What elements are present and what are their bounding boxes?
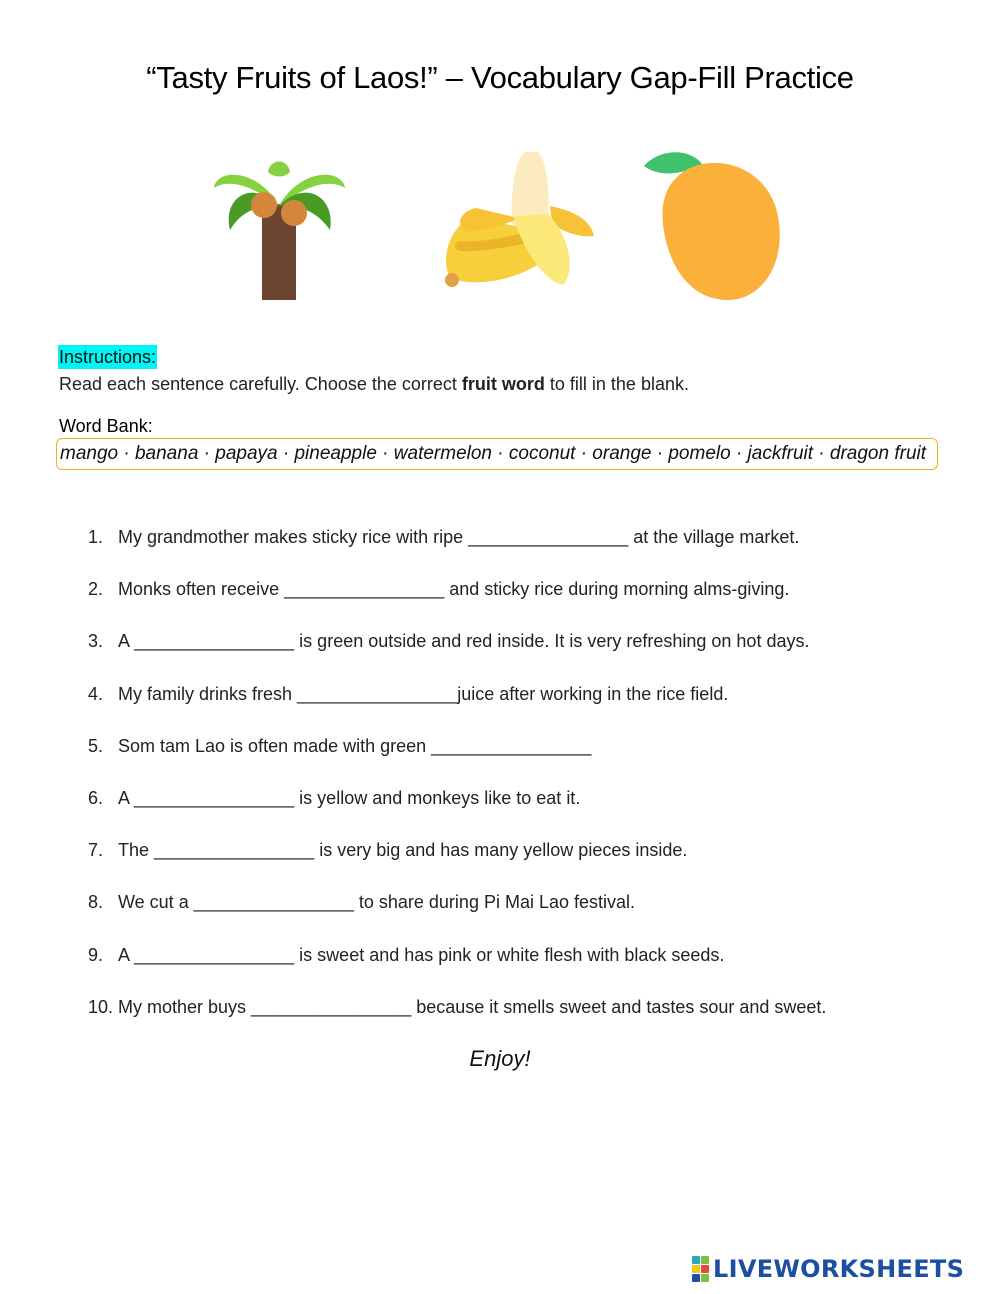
question-text[interactable]: My grandmother makes sticky rice with ripe ________________ at the village market. (118, 527, 800, 547)
question-item (88, 995, 968, 1047)
question-text[interactable]: My family drinks fresh ________________juice after working in the rice field. (118, 683, 729, 704)
question-item (88, 629, 968, 681)
question-number: 10. (88, 996, 114, 1017)
question-item (88, 525, 968, 577)
instructions-text-part: to fill in the blank. (544, 374, 689, 394)
instructions-label: Instructions: (59, 347, 157, 367)
word-bank-box (56, 438, 938, 470)
liveworksheets-logo-icon (692, 1256, 709, 1282)
liveworksheets-logo[interactable] (692, 1253, 964, 1285)
question-item (88, 734, 968, 786)
question-number: 4. (88, 683, 104, 704)
question-number: 5. (88, 735, 104, 756)
question-text[interactable]: We cut a ________________ to share during Pi Mai Lao festival. (118, 892, 636, 913)
question-number: 2. (88, 579, 104, 600)
question-item (88, 890, 968, 942)
question-list (88, 525, 968, 1047)
banana-icon (440, 148, 600, 293)
question-text[interactable]: A ________________ is yellow and monkeys like to eat it. (118, 787, 581, 808)
question-number: 1. (88, 527, 104, 547)
question-text[interactable]: A ________________ is green outside and red inside. It is very refreshing on hot days. (118, 631, 810, 652)
question-number: 9. (88, 944, 104, 965)
question-number: 8. (88, 892, 104, 913)
question-text[interactable]: Som tam Lao is often made with green ________________ (118, 735, 592, 756)
liveworksheets-logo-text: LIVEWORKSHEETS (713, 1255, 965, 1283)
mango-icon (640, 148, 785, 303)
question-item (88, 682, 968, 734)
instructions-text (59, 374, 689, 395)
question-item (88, 838, 968, 890)
closing-text: Enjoy! (469, 1046, 531, 1071)
word-bank-label: Word Bank: (59, 416, 153, 436)
instructions-bold-term: fruit word (461, 374, 545, 394)
question-number: 6. (88, 787, 104, 808)
question-item (88, 577, 968, 629)
page-title: “Tasty Fruits of Laos!” – Vocabulary Gap-Fill Practice (146, 60, 854, 95)
question-item (88, 943, 968, 995)
instructions-text-part: Read each sentence carefully. Choose the correct (59, 374, 462, 394)
question-text[interactable]: The ________________ is very big and has many yellow pieces inside. (118, 840, 688, 861)
question-text[interactable]: Monks often receive ________________ and sticky rice during morning alms-giving. (118, 579, 790, 600)
word-bank-words: mango · banana · papaya · pineapple · watermelon · coconut · orange · pomelo · jackfruit · dragon fruit (60, 443, 927, 464)
question-number: 7. (88, 840, 104, 861)
question-text[interactable]: My mother buys ________________ because it smells sweet and tastes sour and sweet. (118, 996, 827, 1017)
coconut-tree-icon (208, 148, 350, 303)
question-number: 3. (88, 631, 104, 652)
question-item (88, 786, 968, 838)
question-text[interactable]: A ________________ is sweet and has pink or white flesh with black seeds. (118, 944, 725, 965)
